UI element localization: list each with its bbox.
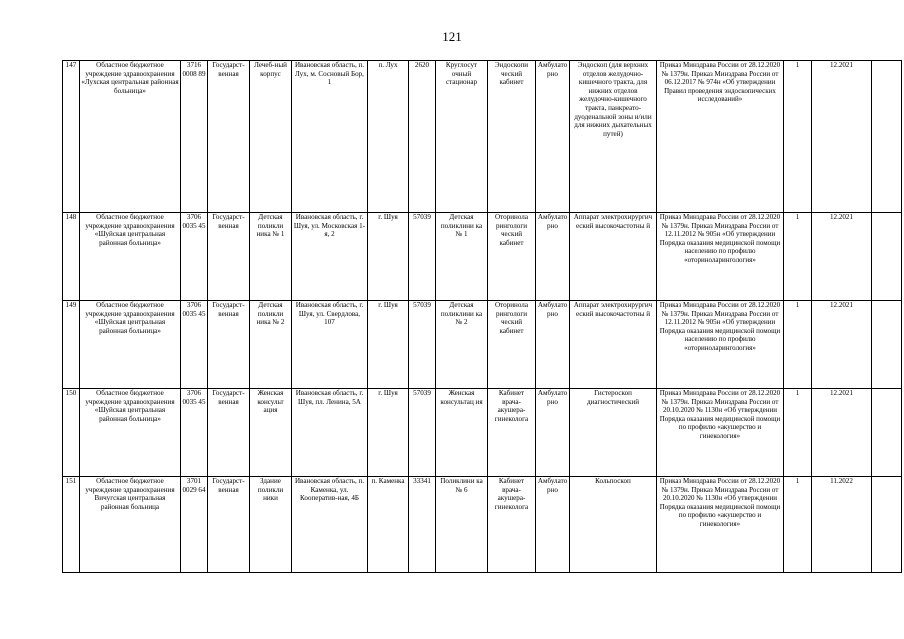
organization-code: 3701 0029 64 <box>181 477 208 573</box>
organization-name: Областное бюджетное учреждение здравоохранения «Шуйская центральная районная больница» <box>80 389 181 477</box>
ownership-form: Государст-венная <box>208 389 250 477</box>
quantity: 1 <box>784 301 812 389</box>
cabinet-name: Кабинет врача-акушера-гинеколога <box>488 477 536 573</box>
equipment-name: Аппарат электрохирургич еский высокочастотны й <box>570 301 657 389</box>
ownership-form: Государст-венная <box>208 213 250 301</box>
settlement: г. Шуя <box>368 389 409 477</box>
cabinet-name: Оторинола рингологи ческий кабинет <box>488 213 536 301</box>
equipment-name: Гистероскоп диагностический <box>570 389 657 477</box>
building-name: Здание поликли ники <box>250 477 292 573</box>
quantity: 1 <box>784 213 812 301</box>
care-type: Амбулато рно <box>536 301 570 389</box>
care-type: Амбулато рно <box>536 213 570 301</box>
cabinet-name: Оторинола рингологи ческий кабинет <box>488 301 536 389</box>
table-row <box>63 477 902 573</box>
building-name: Женская консульт ация <box>250 389 292 477</box>
organization-name: Областное бюджетное учреждение здравоохранения «Лухская центральная районная больница» <box>80 61 181 213</box>
table-row <box>63 301 902 389</box>
empty-cell <box>872 213 902 301</box>
delivery-date: 12.2021 <box>812 61 872 213</box>
quantity: 1 <box>784 389 812 477</box>
empty-cell <box>872 301 902 389</box>
regulatory-basis: Приказ Минздрава России от 28.12.2020 № 1379н. Приказ Минздрава России от 12.11.2012 № 905н «Об утверждении Порядка оказания медицинской помощи населению по профилю «оториноларингология» <box>657 301 784 389</box>
care-type: Амбулато рно <box>536 477 570 573</box>
settlement: г. Шуя <box>368 213 409 301</box>
delivery-date: 12.2021 <box>812 301 872 389</box>
row-number: 150 <box>63 389 80 477</box>
address: Ивановская область, г. Шуя, ул. Московская 1-я, 2 <box>292 213 368 301</box>
page-number: 121 <box>442 29 462 44</box>
oktmo-code: 57039 <box>409 301 436 389</box>
oktmo-code: 57039 <box>409 389 436 477</box>
empty-cell <box>872 389 902 477</box>
building-name: Детская поликли ника № 2 <box>250 301 292 389</box>
quantity: 1 <box>784 61 812 213</box>
oktmo-code: 33341 <box>409 477 436 573</box>
settlement: п. Лух <box>368 61 409 213</box>
organization-name: Областное бюджетное учреждение здравоохранения «Шуйская центральная районная больница» <box>80 213 181 301</box>
equipment-registry-table <box>62 60 902 573</box>
organization-code: 3706 0035 45 <box>181 301 208 389</box>
quantity: 1 <box>784 477 812 573</box>
settlement: п. Каменка <box>368 477 409 573</box>
division-name: Круглосут очный стационар <box>436 61 488 213</box>
delivery-date: 12.2021 <box>812 213 872 301</box>
organization-code: 3716 0008 89 <box>181 61 208 213</box>
regulatory-basis: Приказ Минздрава России от 28.12.2020 № 1379н. Приказ Минздрава России от 12.11.2012 № 905н «Об утверждении Порядка оказания медицинской помощи населению по профилю «оториноларингология» <box>657 213 784 301</box>
ownership-form: Государст-венная <box>208 477 250 573</box>
row-number: 147 <box>63 61 80 213</box>
division-name: Женская консультац ия <box>436 389 488 477</box>
address: Ивановская область, п. Каменка, ул. Кооператив-ная, 4Б <box>292 477 368 573</box>
building-name: Детская поликли ника № 1 <box>250 213 292 301</box>
address: Ивановская область, п. Лух, м. Сосновый Бор, 1 <box>292 61 368 213</box>
table-row <box>63 213 902 301</box>
table-row <box>63 389 902 477</box>
oktmo-code: 2620 <box>409 61 436 213</box>
organization-name: Областное бюджетное учреждение здравоохранения «Шуйская центральная районная больница» <box>80 301 181 389</box>
care-type: Амбулато рно <box>536 61 570 213</box>
equipment-name: Аппарат электрохирургич еский высокочастотны й <box>570 213 657 301</box>
equipment-name: Эндоскоп (для верхних отделов желудочно-кишечного тракта, для нижних отделов желудочно-кишечного тракта, панкреато-дуоденальной зоны и/или для нижних дыхательных путей) <box>570 61 657 213</box>
building-name: Лечеб-ный корпус <box>250 61 292 213</box>
delivery-date: 11.2022 <box>812 477 872 573</box>
row-number: 148 <box>63 213 80 301</box>
address: Ивановская область, г. Шуя, пл. Ленина, 5А <box>292 389 368 477</box>
empty-cell <box>872 61 902 213</box>
cabinet-name: Эндоскопи ческий кабинет <box>488 61 536 213</box>
ownership-form: Государст-венная <box>208 61 250 213</box>
empty-cell <box>872 477 902 573</box>
organization-name: Областное бюджетное учреждение здравоохранения Вичугская центральная районная больница <box>80 477 181 573</box>
table-row <box>63 61 902 213</box>
organization-code: 3706 0035 45 <box>181 213 208 301</box>
settlement: г. Шуя <box>368 301 409 389</box>
regulatory-basis: Приказ Минздрава России от 28.12.2020 № 1379н. Приказ Минздрава России от 20.10.2020 № 1130н «Об утверждении Порядка оказания медицинской помощи по профилю «акушерство и гинекология» <box>657 477 784 573</box>
row-number: 149 <box>63 301 80 389</box>
delivery-date: 12.2021 <box>812 389 872 477</box>
row-number: 151 <box>63 477 80 573</box>
organization-code: 3706 0035 45 <box>181 389 208 477</box>
oktmo-code: 57039 <box>409 213 436 301</box>
equipment-name: Кольпоскоп <box>570 477 657 573</box>
division-name: Детская поликлини ка № 2 <box>436 301 488 389</box>
division-name: Поликлини ка № 6 <box>436 477 488 573</box>
ownership-form: Государст-венная <box>208 301 250 389</box>
address: Ивановская область, г. Шуя, ул. Свердлова, 107 <box>292 301 368 389</box>
care-type: Амбулато рно <box>536 389 570 477</box>
regulatory-basis: Приказ Минздрава России от 28.12.2020 № 1379н. Приказ Минздрава России от 20.10.2020 № 1130н «Об утверждении Порядка оказания медицинской помощи по профилю «акушерство и гинекология» <box>657 389 784 477</box>
division-name: Детская поликлини ка № 1 <box>436 213 488 301</box>
cabinet-name: Кабинет врача-акушера-гинеколога <box>488 389 536 477</box>
regulatory-basis: Приказ Минздрава России от 28.12.2020 № 1379н. Приказ Минздрава России от 06.12.2017 № 974н «Об утверждении Правил проведения эндоскопических исследований» <box>657 61 784 213</box>
